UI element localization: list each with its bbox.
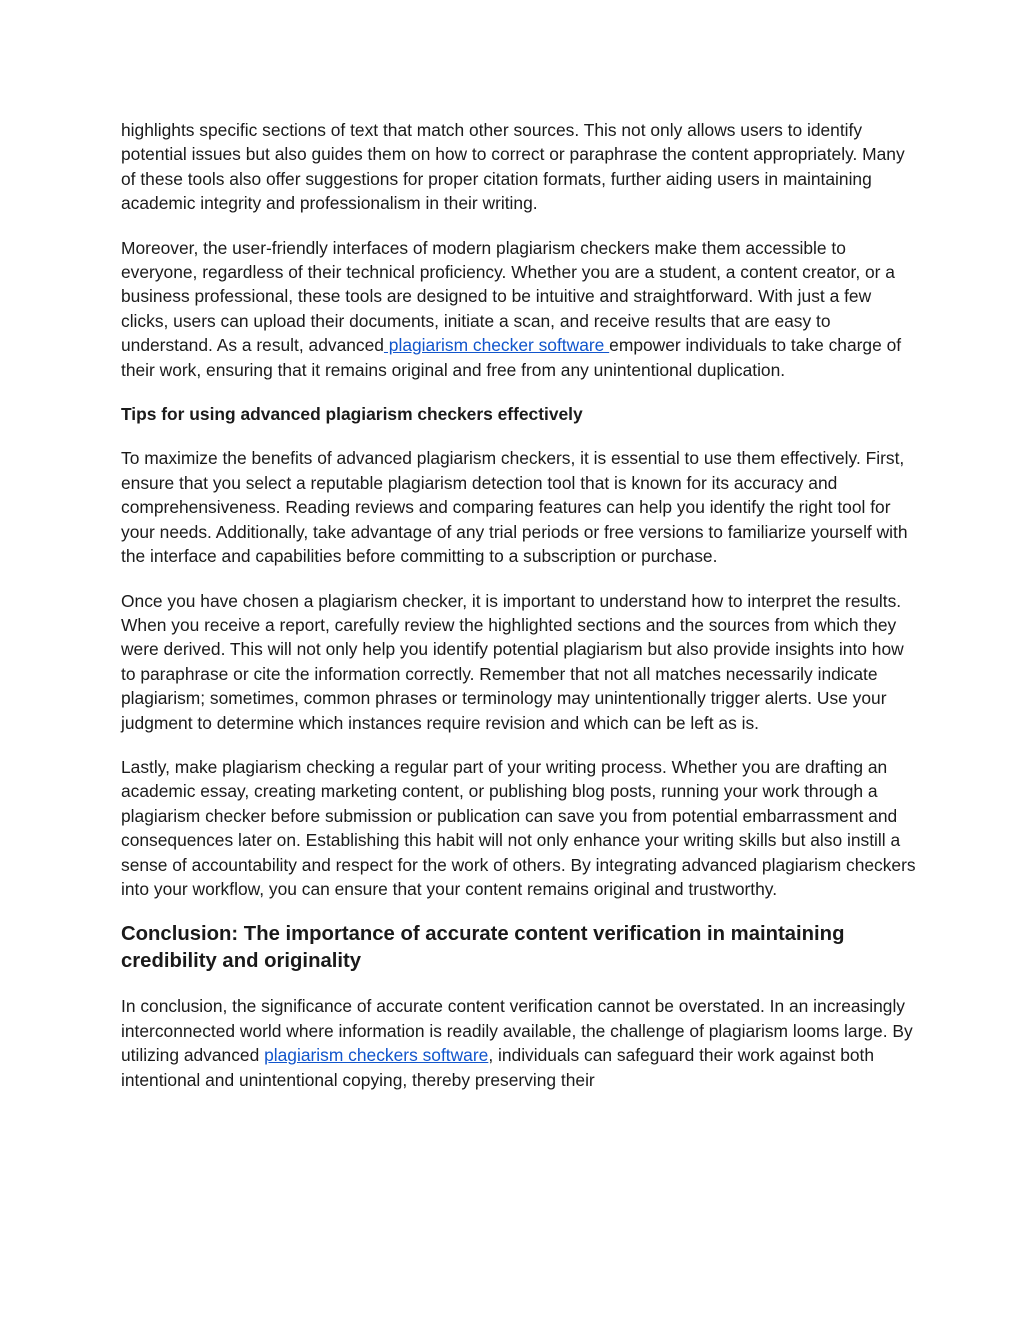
paragraph-text: Moreover, the user-friendly interfaces of modern plagiarism checkers make them accessible to everyone, regardless of their technical proficiency. Whether you are a student, a content creator, or a business professional, these tools are designed to be intuitive and straightforward. With just a few clicks, users can upload their documents, initiate a scan, and receive results that are easy to understand. As a result, advanced	[121, 237, 895, 356]
paragraph-user-friendly	[121, 236, 921, 382]
document-page	[121, 118, 921, 1112]
paragraph-maximize-benefits: To maximize the benefits of advanced plagiarism checkers, it is essential to use them effectively. First, ensure that you select a reputable plagiarism detection tool that is known for its accuracy and comprehensiveness. Reading reviews and comparing features can help you identify the right tool for your needs. Additionally, take advantage of any trial periods or free versions to familiarize yourself with the interface and capabilities before committing to a subscription or purchase.	[121, 448, 908, 567]
plagiarism-checker-software-link[interactable]: plagiarism checker software	[383, 335, 610, 356]
paragraph-text: empower individuals to take charge of their work, ensuring that it remains original and free from any unintentional duplication.	[121, 335, 902, 380]
paragraph-highlights: highlights specific sections of text that match other sources. This not only allows users to identify potential issues but also guides them on how to correct or paraphrase the content appropriately. Many of these tools also offer suggestions for proper citation formats, further aiding users in maintaining academic integrity and professionalism in their writing.	[121, 120, 905, 214]
paragraph-text: In conclusion, the significance of accurate content verification cannot be overstated. In an increasingly interconnected world where information is readily available, the challenge of plagiarism looms large. By utilizing advanced	[121, 996, 913, 1066]
heading-tips: Tips for using advanced plagiarism checkers effectively	[121, 404, 583, 425]
paragraph-text: , individuals can safeguard their work against both intentional and unintentional copying, thereby preserving their	[121, 1045, 875, 1090]
paragraph-conclusion	[121, 994, 921, 1092]
plagiarism-checkers-software-link[interactable]: plagiarism checkers software	[264, 1045, 489, 1066]
heading-conclusion: Conclusion: The importance of accurate content verification in maintaining credibility and originality	[121, 923, 845, 973]
paragraph-regular-checking: Lastly, make plagiarism checking a regular part of your writing process. Whether you are drafting an academic essay, creating marketing content, or publishing blog posts, running your work through a plagiarism checker before submission or publication can save you from potential embarrassment and consequences later on. Establishing this habit will not only enhance your writing skills but also instill a sense of accountability and respect for the work of others. By integrating advanced plagiarism checkers into your workflow, you can ensure that your content remains original and trustworthy.	[121, 756, 916, 899]
paragraph-interpret-results: Once you have chosen a plagiarism checker, it is important to understand how to interpret the results. When you receive a report, carefully review the highlighted sections and the sources from which they were derived. This will not only help you identify potential plagiarism but also provide insights into how to paraphrase or cite the information correctly. Remember that not all matches necessarily indicate plagiarism; sometimes, common phrases or terminology may unintentionally trigger alerts. Use your judgment to determine which instances require revision and which can be left as is.	[121, 590, 904, 733]
